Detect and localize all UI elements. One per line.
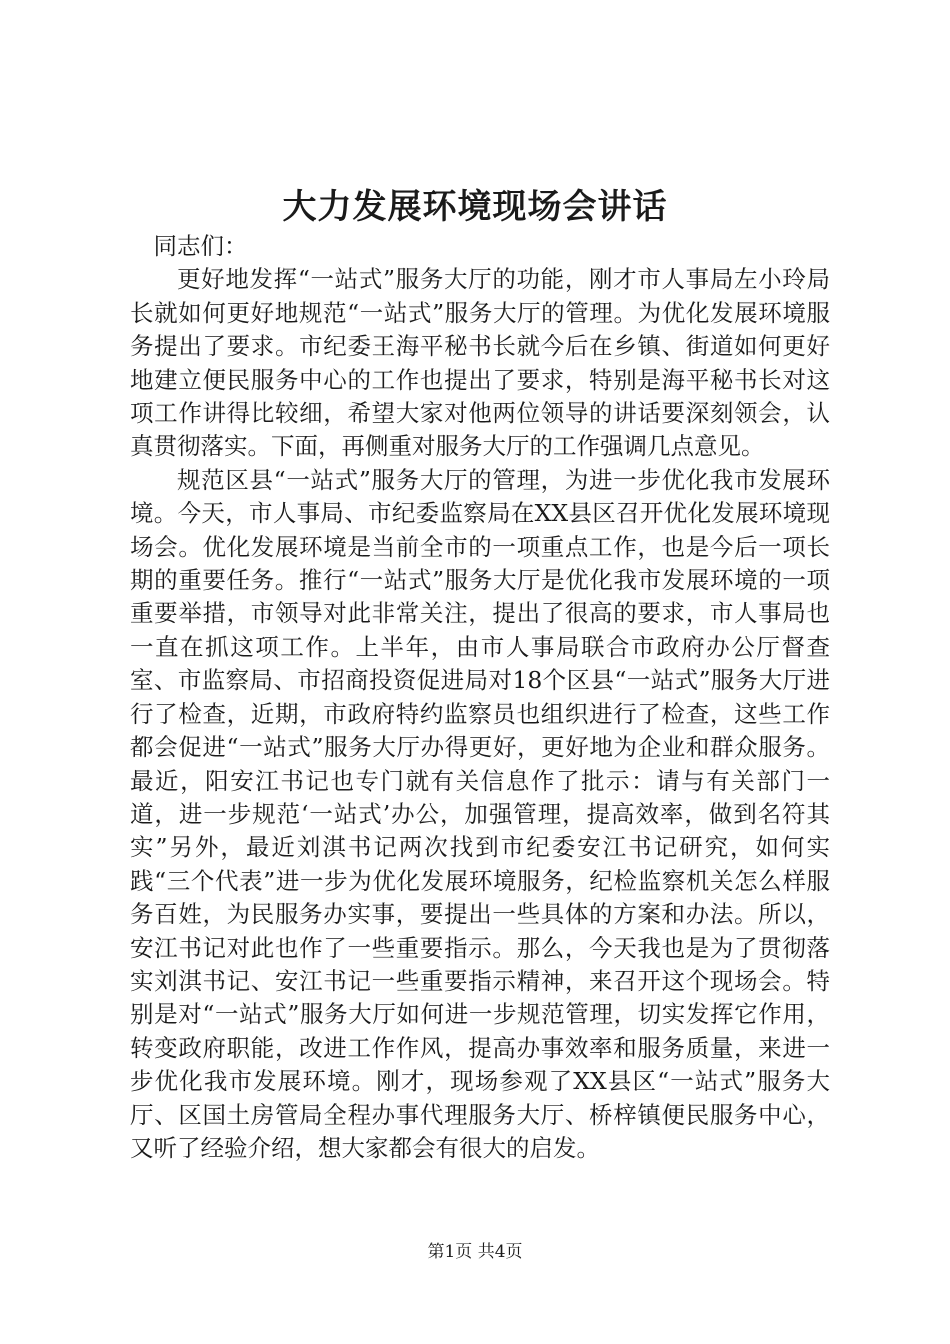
paragraph-2: 规范区县“一站式”服务大厅的管理，为进一步优化我市发展环境。今天，市人事局、市纪委监察局在XX县区召开优化发展环境现场会。优化发展环境是当前全市的一项重点工作，也是今后一项长期的重要任务。推行“一站式”服务大厅是优化我市发展环境的一项重要举措，市领导对此非常关注，提出了很高的要求，市人事局也一直在抓这项工作。上半年，由市人事局联合市政府办公厅督查室、市监察局、市招商投资促进局对18个区县“一站式”服务大厅进行了检查，近期，市政府特约监察员也组织进行了检查，这些工作都会促进“一站式”服务大厅办得更好，更好地为企业和群众服务。最近，阳安江书记也专门就有关信息作了批示：请与有关部门一道，进一步规范‘一站式’办公，加强管理，提高效率，做到名符其实”另外，最近刘淇书记两次找到市纪委安江书记研究，如何实践“三个代表”进一步为优化发展环境服务，纪检监察机关怎么样服务百姓，为民服务办实事，要提出一些具体的方案和办法。所以，安江书记对此也作了一些重要指示。那么，今天我也是为了贯彻落实刘淇书记、安江书记一些重要指示精神，来召开这个现场会。特别是对“一站式”服务大厅如何进一步规范管理，切实发挥它作用，转变政府职能，改进工作作风，提高办事效率和服务质量，来进一步优化我市发展环境。刚才，现场参观了XX县区“一站式”服务大厅、区国土房管局全程办事代理服务大厅、桥梓镇便民服务中心，又听了经验介绍，想大家都会有很大的启发。 <box>130 465 830 1162</box>
paragraph-1: 更好地发挥“一站式”服务大厅的功能，刚才市人事局左小玲局长就如何更好地规范“一站式”服务大厅的管理。为优化发展环境服务提出了要求。市纪委王海平秘书长就今后在乡镇、街道如何更好地建立便民服务中心的工作也提出了要求，特别是海平秘书长对这项工作讲得比较细，希望大家对他两位领导的讲话要深刻领会，认真贯彻落实。下面，再侧重对服务大厅的工作强调几点意见。 <box>130 265 830 461</box>
document-title: 大力发展环境现场会讲话 <box>282 187 668 227</box>
salutation: 同志们： <box>153 232 248 260</box>
document-body <box>130 230 830 1165</box>
page-footer: 第1页 共4页 <box>427 1242 523 1262</box>
